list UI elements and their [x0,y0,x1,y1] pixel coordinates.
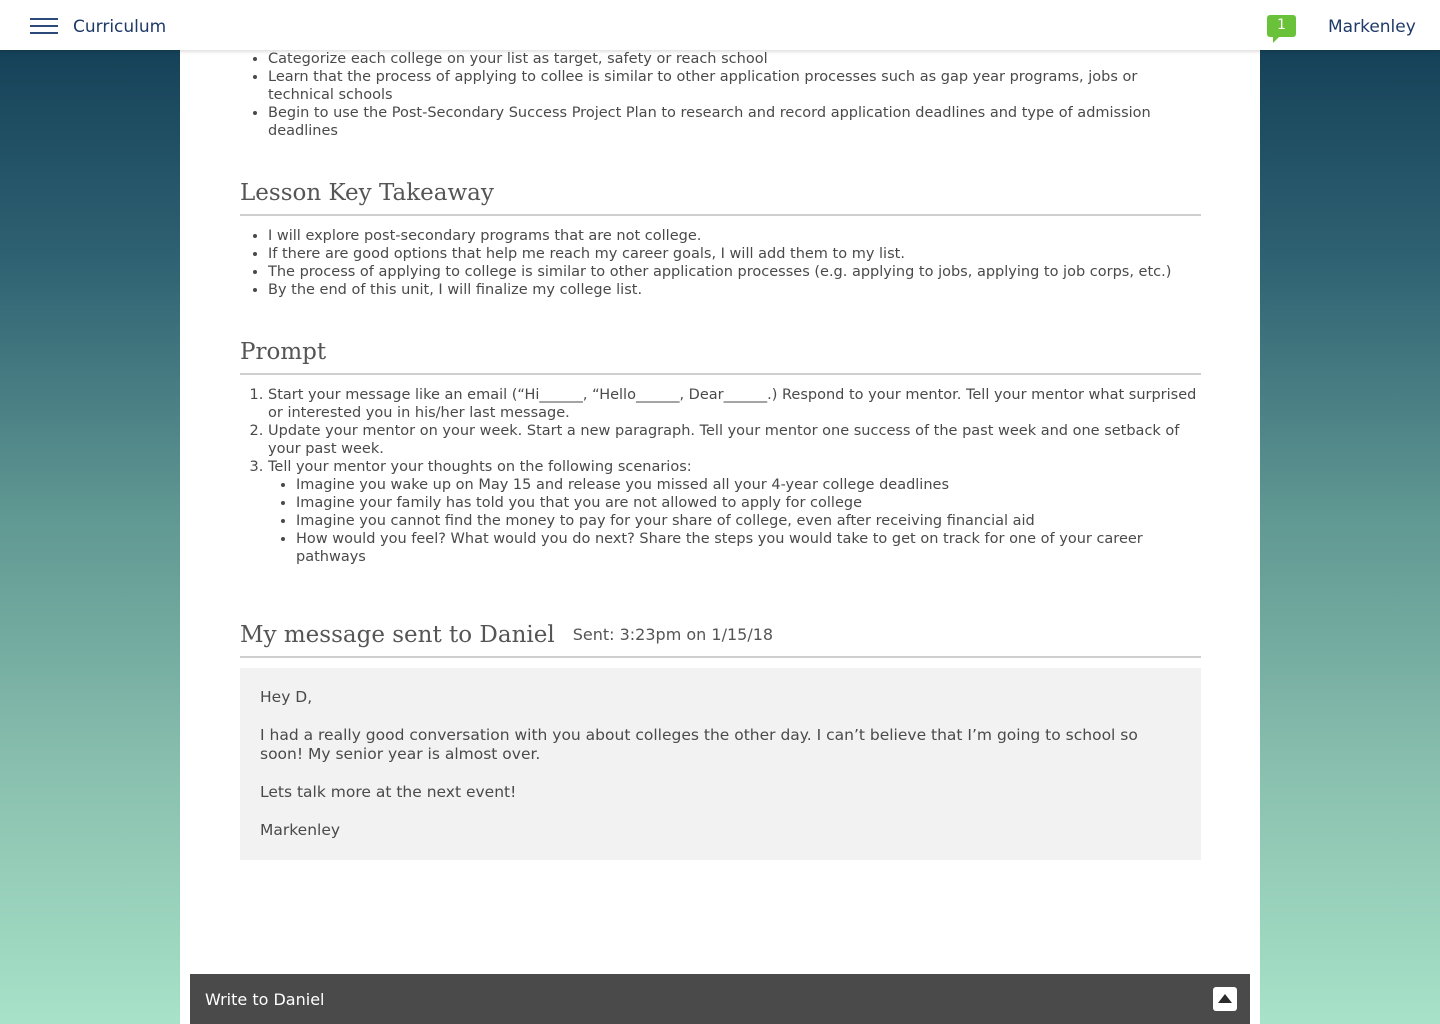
sent-timestamp: Sent: 3:23pm on 1/15/18 [572,625,774,644]
message-title: My message sent to Daniel [240,622,555,648]
prompt-steps [240,386,1201,566]
scenario-item: • Imagine you cannot find the money to pay for your share of college, even after receiving financial aid [296,512,1201,530]
scenario-item: • How would you feel? What would you do next? Share the steps you would take to get on track for one of your career pathways [296,530,1201,566]
lesson-content [240,50,1201,860]
scenario-item: • Imagine you wake up on May 15 and release you missed all your 4-year college deadlines [296,476,1201,494]
list-item: • By the end of this unit, I will finalize my college list. [268,281,1201,299]
message-closing: Lets talk more at the next event! [260,783,517,801]
prompt-step [268,458,1201,566]
message-body [240,668,1201,860]
hamburger-icon[interactable] [30,18,58,36]
message-paragraph: I had a really good conversation with you about colleges the other day. I can’t believe that I’m going to school so soon! My senior year is almost over. [260,726,1138,763]
list-item: • The process of applying to college is similar to other application processes (e.g. applying to jobs, applying to job corps, etc.) [268,263,1201,281]
prompt-step: 2. Update your mentor on your week. Start a new paragraph. Tell your mentor one success of the past week and one setback of your past week. [268,422,1201,458]
message-heading [240,622,1201,658]
message-greeting: Hey D, [260,688,313,706]
user-menu[interactable]: Markenley [1328,17,1416,37]
lesson-content-panel [180,0,1260,1024]
takeaway-heading: Lesson Key Takeaway [240,180,1201,216]
write-to-daniel-bar[interactable] [190,974,1250,1024]
list-item: • Begin to use the Post-Secondary Success Project Plan to research and record application deadlines and type of admission deadlines [268,104,1201,140]
list-item: • Learn that the process of applying to collee is similar to other application processes such as gap year programs, jobs or technical schools [268,68,1201,104]
notification-count: 1 [1277,17,1286,33]
scenario-list [268,476,1201,566]
prompt-step-text: Tell your mentor your thoughts on the following scenarios: [268,459,692,475]
compose-label: Write to Daniel [205,990,325,1009]
curriculum-link[interactable]: Curriculum [73,17,167,37]
top-nav-bar [0,0,1440,50]
message-signature: Markenley [260,821,341,839]
list-item: • If there are good options that help me reach my career goals, I will add them to my list. [268,245,1201,263]
takeaway-list [240,227,1201,299]
list-item: • Categorize each college on your list as target, safety or reach school [268,50,1201,68]
objectives-list [240,50,1201,140]
list-item: • I will explore post-secondary programs that are not college. [268,227,1201,245]
prompt-heading: Prompt [240,339,1201,375]
scenario-item: • Imagine your family has told you that you are not allowed to apply for college [296,494,1201,512]
prompt-step: 1. Start your message like an email (“Hi______, “Hello______, Dear______.) Respond to your mentor. Tell your mentor what surprised or interested you in his/her last message. [268,386,1201,422]
caret-up-icon[interactable] [1213,987,1237,1011]
chat-bubble-icon[interactable] [1267,15,1296,37]
